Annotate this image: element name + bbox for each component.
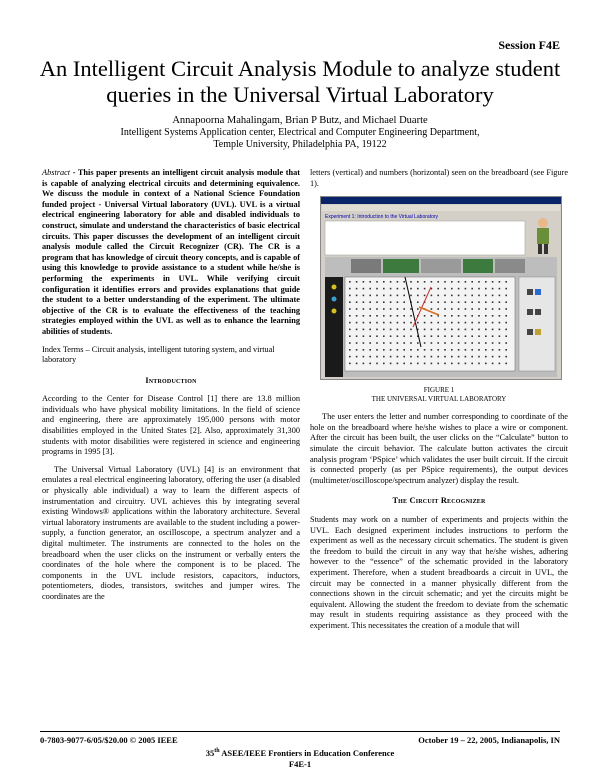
circuit-recognizer-heading: The Circuit Recognizer xyxy=(392,496,486,506)
author-block xyxy=(40,115,560,151)
affiliation-line-1: Intelligent Systems Application center, Electrical and Computer Engineering Department, xyxy=(120,127,480,138)
figure-1-caption: THE UNIVERSAL VIRTUAL LABORATORY xyxy=(371,395,507,404)
author-names: Annapoorna Mahalingam, Brian P Butz, and Michael Duarte xyxy=(172,115,428,126)
right-column xyxy=(310,168,568,638)
footer-copyright: 0-7803-9077-6/05/$20.00 © 2005 IEEE xyxy=(40,735,178,745)
affiliation-line-2: Temple University, Philadelphia PA, 19122 xyxy=(213,139,387,150)
footer-rule xyxy=(40,731,560,732)
abstract-label: Abstract xyxy=(42,168,71,177)
session-label: Session F4E xyxy=(498,38,560,52)
right-column-top-paragraph: letters (vertical) and numbers (horizontal) seen on the breadboard (see Figure 1). xyxy=(310,168,568,188)
intro-paragraph-1: According to the Center for Disease Control [1] there are 13.8 million individuals who have physical mobility limitations. In the field of science and engineering, there are approximately 195,000 persons with motor disabilities employed in the United States [2]. Also, approximately 31,300 students with motor disabilities were registered in science and engineering programs in 1995 [3]. xyxy=(42,394,300,457)
intro-paragraph-2: The Universal Virtual Laboratory (UVL) [4] is an environment that emulates a real electrical engineering laboratory, offering the user (a disabled or physically able individual) a way to learn the different aspects of instrumentation and circuitry. UVL achieves this by integrating several existing Windows® applications within the laboratory architecture. Several virtual laboratory instruments are available to the student including a power-supply, a function generator, an oscilloscope, a spectrum analyzer and a digital multimeter. The instruments are connected to the holes on the breadboard when the user clicks on the instrument or verbally enters the coordinates of the hole where the component is to be placed. The components in the UVL include resistors, capacitors, inductors, potentiometers, diodes, transistors, switches and jumper wires. The coordinates are the xyxy=(42,464,300,601)
figure-window-title: Experiment 1: Introduction to the Virtual Laboratory xyxy=(325,214,439,221)
abstract xyxy=(42,168,300,338)
footer-dates: October 19 – 22, 2005, Indianapolis, IN xyxy=(418,735,560,745)
left-column xyxy=(42,168,300,610)
index-terms: Index Terms – Circuit analysis, intelligent tutoring system, and virtual laboratory xyxy=(42,344,275,365)
footer-line-1 xyxy=(40,735,560,745)
footer-line-2 xyxy=(40,746,560,770)
figure-1-image xyxy=(320,196,562,380)
paper-title: An Intelligent Circuit Analysis Module to analyze student queries in the Universal Virtual Laboratory xyxy=(39,56,561,107)
figure-1-label: FIGURE 1 xyxy=(423,386,455,395)
intro-heading: Introduction xyxy=(145,375,197,385)
right-paragraph-after-figure: The user enters the letter and number corresponding to coordinate of the hole on the breadboard where he/she wishes to place a wire or component. After the circuit has been built, the user clicks on the “Calculate” button to simulate the circuit behavior. The calculate button activates the circuit analysis program ‘PSpice’ which validates the user built circuit. If the circuit is connected properly (as per PSpice requirements), the output devices (multimeter/oscilloscope/spectrum analyzer) display the result. xyxy=(310,412,568,485)
footer-conference: 35th ASEE/IEEE Frontiers in Education Conference xyxy=(205,747,395,758)
circuit-recognizer-paragraph: Students may work on a number of experiments and projects within the UVL. Each designed experiment includes instructions to perform the experiment as well as the necessary circuit schematics. The student is given the freedom to build the circuit in any way that he/she wishes, adhering however to the “essence” of the schematic provided in the laboratory experiment. Therefore, when a student breadboards a circuit in UVL, the circuit may be connected in a manner physically different from the connections shown in the circuit schematic; and yet the circuits might be equivalent. Allowing the student the freedom to deviate from the schematic may result in students requiring assistance as they proceed with the experiment. This necessitates the creation of a module that will xyxy=(310,514,568,630)
abstract-text: - This paper presents an intelligent circuit analysis module that is capable of analyzing electrical circuits and determining equivalence. We discuss the module in context of a National Science Foundation funded project - Universal Virtual laboratory (UVL). UVL is a virtual electrical engineering laboratory for able and disabled individuals to construct, simulate and understand the characteristics of basic electrical circuits. This paper discusses the development of an intelligent circuit analysis module called the Circuit Recognizer (CR). The CR is a program that has knowledge of circuit theory concepts, and is capable of using this knowledge to provide assistance to a student while he/she is performing the experiments in UVL. While verifying circuit configuration it identifies errors and provides explanations that guide the student to a better understanding of the experiment. The ultimate objective of the CR is to evaluate the effectiveness of the teaching strategies employed within the UVL as well as to enhance the learning abilities of students. xyxy=(42,168,300,336)
uvl-screenshot-graphic xyxy=(321,197,561,379)
footer-page-number: F4E-1 xyxy=(288,758,312,769)
